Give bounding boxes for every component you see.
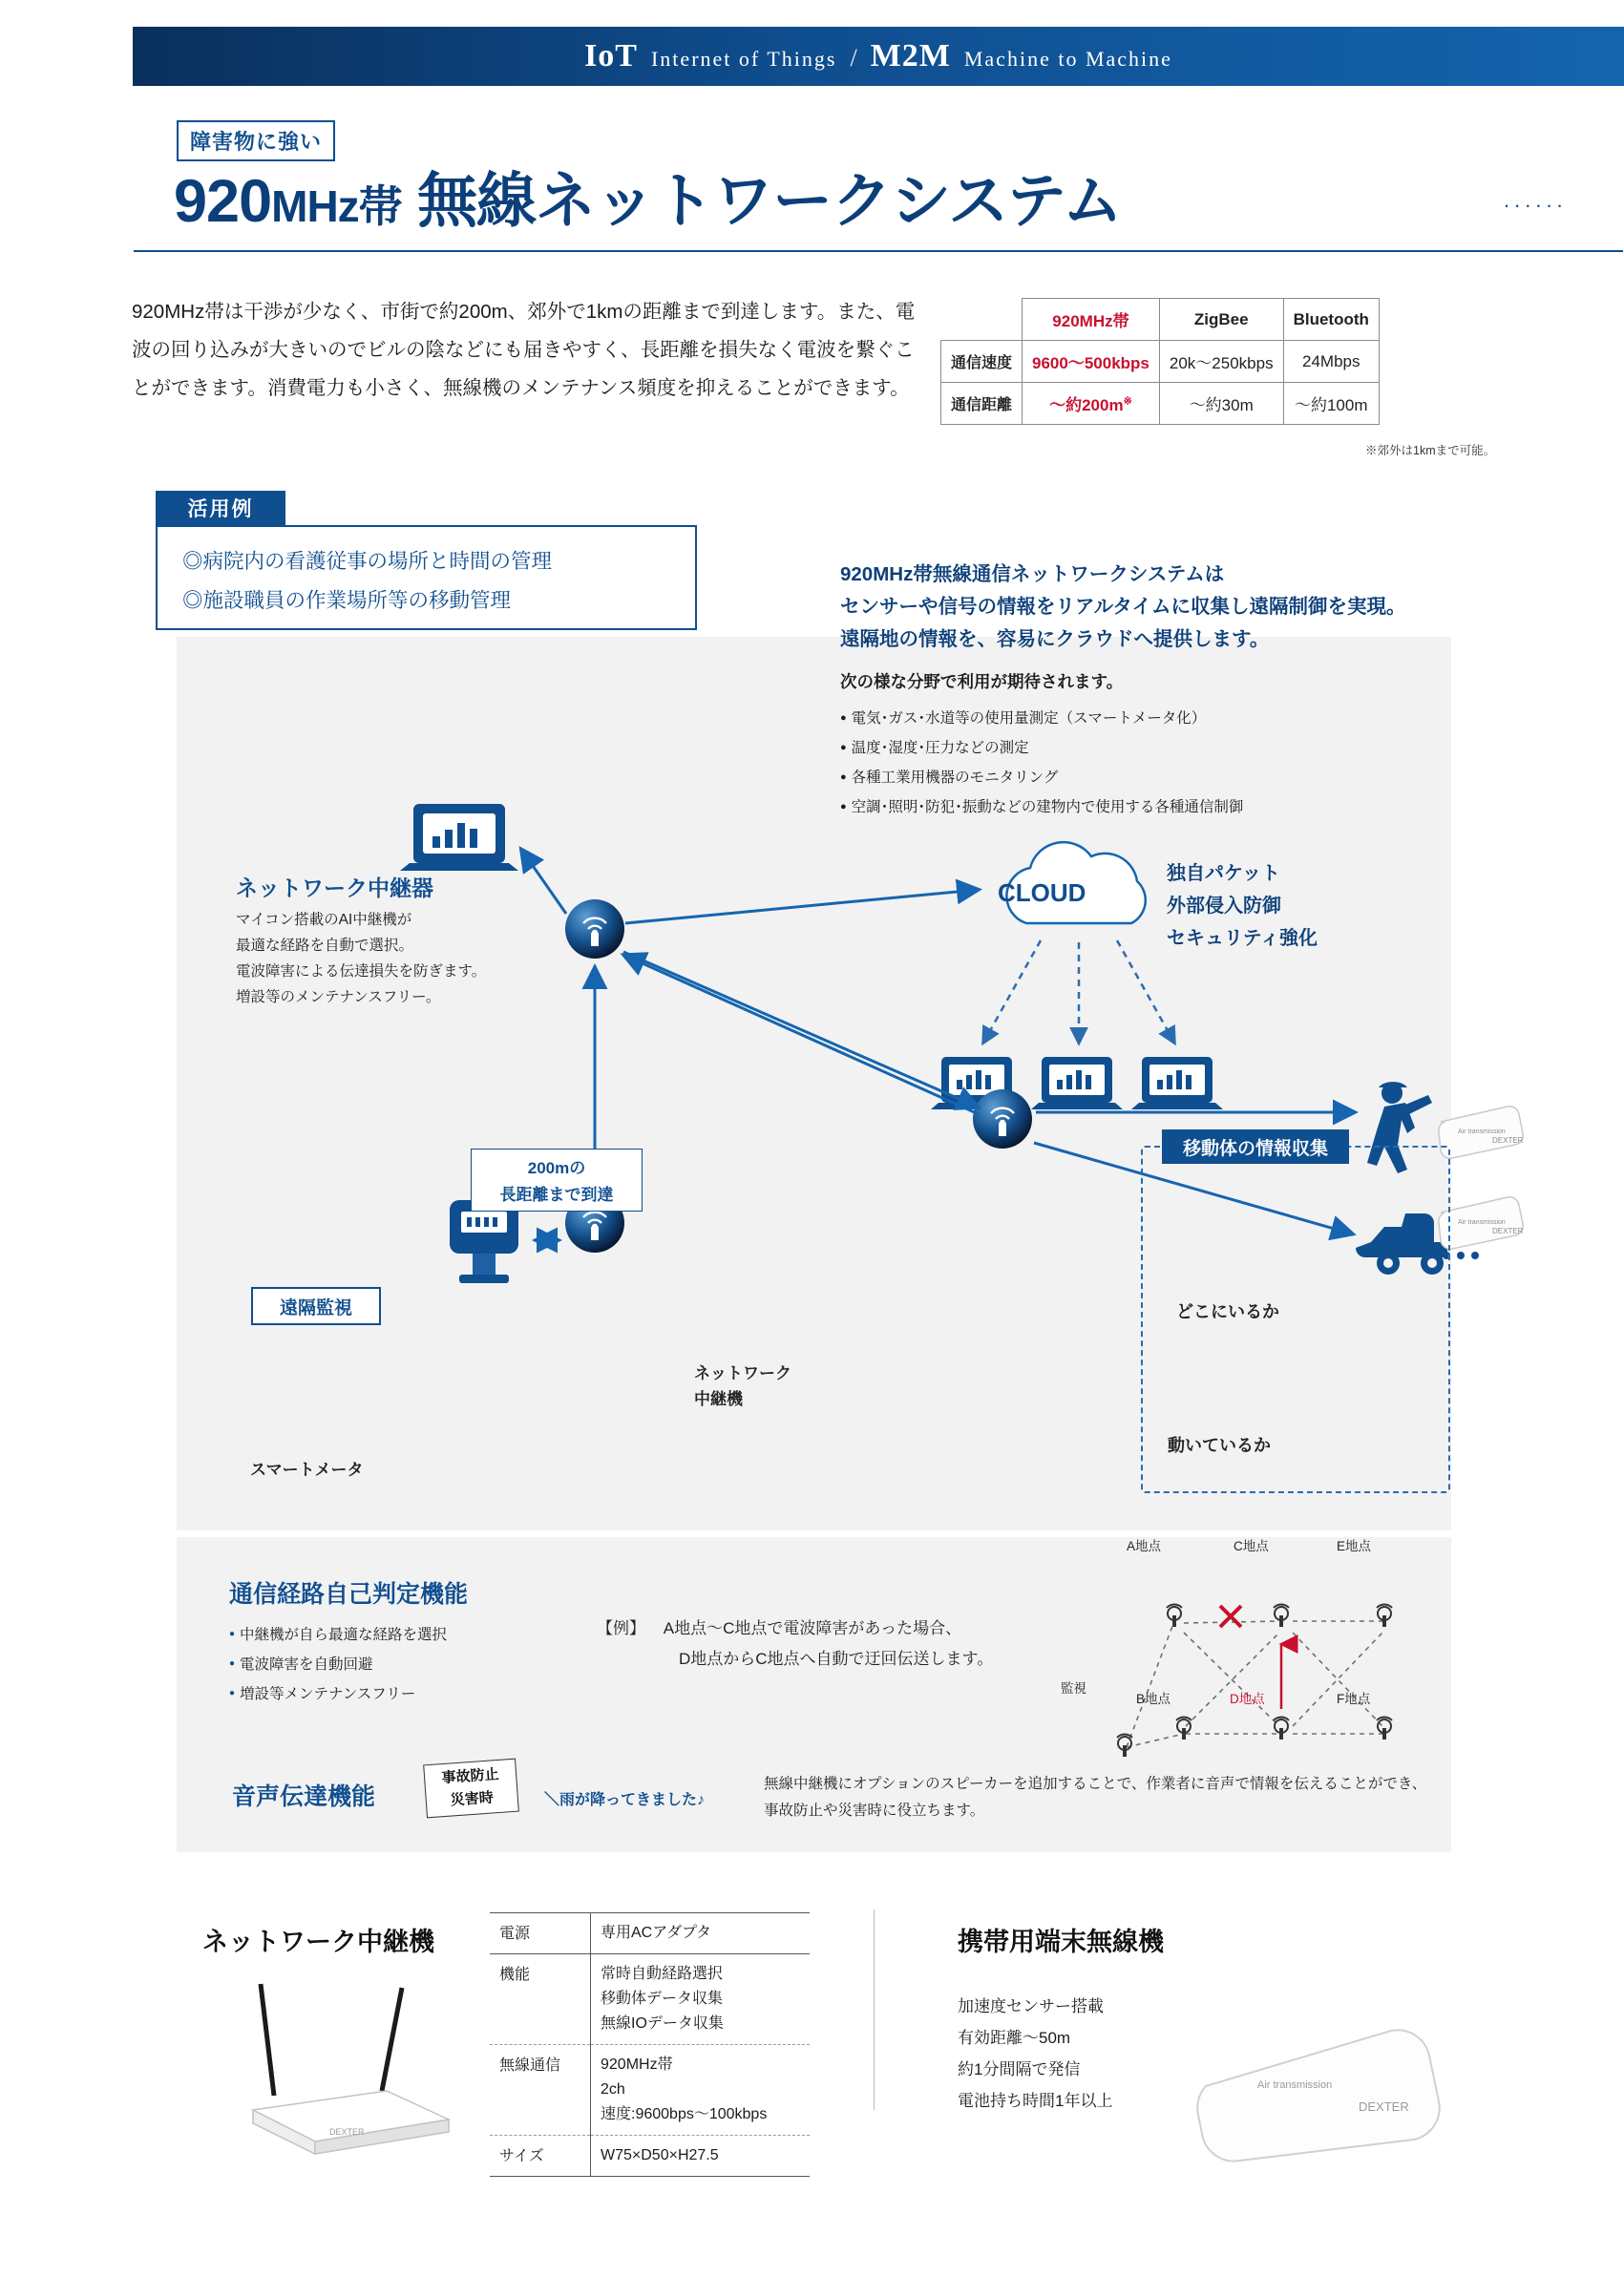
cloud-label: CLOUD bbox=[998, 878, 1086, 907]
header-banner-inner bbox=[584, 38, 1172, 74]
diagram-headline-line2: センサーや信号の情報をリアルタイムに収集し遠隔制御を実現。 bbox=[840, 596, 1406, 618]
relay-description-line: マイコン搭載のAI中継機が bbox=[236, 912, 412, 928]
spec-key-size: サイズ bbox=[490, 2136, 591, 2177]
relay-node-label bbox=[694, 1360, 791, 1412]
title-rest: 無線ネットワークシステム bbox=[401, 168, 1122, 235]
product1-title: ネットワーク中継機 bbox=[202, 1928, 434, 1956]
banner-m2m-subtitle: Machine to Machine bbox=[963, 47, 1172, 71]
list-item: 電池持ち時間1年以上 bbox=[958, 2092, 1113, 2110]
diagram-bullet-list bbox=[840, 705, 1451, 823]
cell-distance-920-value: 〜約200m bbox=[1049, 396, 1124, 414]
route-node-label-f: F地点 bbox=[1337, 1692, 1371, 1706]
row-label-distance: 通信距離 bbox=[941, 383, 1023, 425]
spec-value-line: 常時自動経路選択 bbox=[601, 1966, 724, 1982]
laptop-icon-b bbox=[1031, 1057, 1123, 1109]
spec-value-line: 速度:9600bps〜100kbps bbox=[601, 2106, 768, 2122]
relay-description-line: 最適な経路を自動で選択。 bbox=[236, 938, 414, 954]
route-node-label-b: B地点 bbox=[1136, 1692, 1171, 1706]
cell-distance-bluetooth: 〜約100m bbox=[1283, 383, 1379, 425]
usecase-item: ◎病院内の看護従事の場所と時間の管理 bbox=[182, 550, 553, 573]
mobile-caption-moving: 動いているか bbox=[1168, 1436, 1271, 1455]
spec-value-line: 920MHz帯 bbox=[601, 2057, 673, 2073]
table-header-row bbox=[941, 299, 1380, 341]
relay-device-body bbox=[253, 2091, 449, 2154]
route-node-label-e: E地点 bbox=[1337, 1539, 1372, 1553]
obstacle-tag: 障害物に強い bbox=[177, 120, 335, 161]
usecase-box bbox=[156, 525, 697, 630]
tag-device-2 bbox=[1439, 1197, 1524, 1249]
row-label-speed: 通信速度 bbox=[941, 341, 1023, 383]
cell-speed-zigbee: 20k〜250kbps bbox=[1159, 341, 1283, 383]
route-monitor-label: 監視 bbox=[1061, 1681, 1086, 1696]
mobile-collection-tab: 移動体の情報収集 bbox=[1162, 1129, 1349, 1164]
table-col-bluetooth: Bluetooth bbox=[1283, 299, 1379, 341]
table-col-zigbee: ZigBee bbox=[1159, 299, 1283, 341]
spec-value-size: W75×D50×H27.5 bbox=[591, 2136, 811, 2177]
laptop-icon-top bbox=[400, 804, 518, 871]
remote-monitor-tab: 遠隔監視 bbox=[251, 1287, 381, 1325]
list-item: ● 温度･湿度･圧力などの測定 bbox=[840, 734, 1451, 764]
cell-distance-920-mark: ※ bbox=[1123, 395, 1132, 408]
voice-text-line1: 無線中継機にオプションのスピーカーを追加することで、作業者に音声で情報を伝えることができ、 bbox=[764, 1776, 1427, 1792]
list-item: ● 空調･照明･防犯･振動などの建物内で使用する各種通信制御 bbox=[840, 793, 1451, 823]
banner-iot-subtitle: Internet of Things bbox=[650, 47, 837, 71]
antenna-icon bbox=[261, 1984, 402, 2096]
page-title bbox=[174, 153, 1122, 240]
laptop-icon-c bbox=[1131, 1057, 1223, 1109]
arrow-cloud-laptop-a bbox=[983, 940, 1041, 1043]
diagram-headline-block bbox=[840, 559, 1451, 823]
svg-text:DEXTER: DEXTER bbox=[1492, 1136, 1524, 1145]
table-col-920: 920MHz帯 bbox=[1023, 299, 1160, 341]
distance-line2: 長距離まで到達 bbox=[499, 1186, 614, 1204]
voice-speech-bubble: ＼雨が降ってきました♪ bbox=[544, 1792, 706, 1808]
cloud-security-points bbox=[1167, 857, 1318, 955]
banner-iot-title: IoT bbox=[584, 38, 638, 74]
voice-text-line2: 事故防止や災害時に役立ちます。 bbox=[764, 1803, 985, 1819]
product1-spec-table bbox=[490, 1912, 810, 2177]
voice-badge-line1: 事故防止 bbox=[441, 1765, 500, 1787]
cell-speed-bluetooth: 24Mbps bbox=[1283, 341, 1379, 383]
comparison-note: ※郊外は1kmまで可能。 bbox=[1365, 444, 1496, 457]
spec-row-wireless bbox=[490, 2045, 810, 2136]
cloud-point: 外部侵入防御 bbox=[1167, 896, 1281, 917]
product2-title: 携帯用端末無線機 bbox=[958, 1928, 1164, 1956]
route-map-links bbox=[1127, 1621, 1384, 1747]
title-number: 920 bbox=[174, 168, 272, 235]
spec-value-wireless bbox=[591, 2045, 811, 2136]
spec-value-function bbox=[591, 1954, 811, 2045]
diagram-headline-line1: 920MHz帯無線通信ネットワークシステムは bbox=[840, 563, 1225, 585]
spec-row-function bbox=[490, 1954, 810, 2045]
route-node-label-d: D地点 bbox=[1230, 1692, 1265, 1706]
header-banner bbox=[133, 27, 1624, 86]
list-item: ● 各種工業用機器のモニタリング bbox=[840, 764, 1451, 793]
usecase-item: ◎施設職員の作業場所等の移動管理 bbox=[182, 589, 512, 612]
list-item: 加速度センサー搭載 bbox=[958, 1997, 1104, 2015]
relay-node-label-line2: 中継機 bbox=[694, 1390, 743, 1408]
distance-callout bbox=[471, 1149, 643, 1212]
relay-node-2 bbox=[973, 1089, 1032, 1149]
relay-title: ネットワーク中継器 bbox=[236, 875, 433, 900]
title-dots: ...... bbox=[1504, 188, 1568, 212]
svg-text:DEXTER: DEXTER bbox=[329, 2127, 365, 2137]
list-item: ● 電気･ガス･水道等の使用量測定（スマートメータ化） bbox=[840, 705, 1451, 734]
svg-text:Air transmission: Air transmission bbox=[1458, 1128, 1506, 1135]
svg-text:DEXTER: DEXTER bbox=[1492, 1227, 1524, 1235]
route-example-line2: D地点からC地点へ自動で迂回伝送します。 bbox=[679, 1650, 994, 1668]
usecase-tab: 活用例 bbox=[156, 491, 285, 525]
cloud-point: 独自パケット bbox=[1167, 863, 1280, 884]
spec-key-wireless: 無線通信 bbox=[490, 2045, 591, 2136]
relay-description-line: 増設等のメンテナンスフリー。 bbox=[236, 989, 441, 1005]
route-title: 通信経路自己判定機能 bbox=[229, 1581, 469, 1608]
relay-device-illustration bbox=[215, 1967, 482, 2186]
table-row bbox=[941, 341, 1380, 383]
relay-description-line: 電波障害による伝達損失を防ぎます。 bbox=[236, 963, 487, 980]
route-example-label: 【例】 bbox=[597, 1619, 645, 1637]
voice-feature-title: 音声伝達機能 bbox=[232, 1783, 376, 1810]
title-mhz: MHz帯 bbox=[271, 181, 402, 231]
voice-feature-text bbox=[764, 1771, 1432, 1825]
distance-line1: 200mの bbox=[527, 1159, 586, 1177]
cell-distance-zigbee: 〜約30m bbox=[1159, 383, 1283, 425]
spec-value-line: 無線IOデータ収集 bbox=[601, 2015, 724, 2032]
diagram-headline-line3: 遠隔地の情報を、容易にクラウドへ提供します。 bbox=[840, 628, 1270, 650]
cell-speed-920: 9600〜500kbps bbox=[1023, 341, 1160, 383]
portable-device-illustration bbox=[1189, 2019, 1475, 2182]
table-corner-cell bbox=[941, 299, 1023, 341]
cloud-point: セキュリティ強化 bbox=[1167, 928, 1318, 949]
device-text-small: Air transmission bbox=[1257, 2079, 1333, 2091]
title-divider bbox=[134, 250, 1623, 252]
list-item: 約1分間隔で発信 bbox=[958, 2060, 1081, 2078]
spec-row-power bbox=[490, 1913, 810, 1954]
smart-meter-label: スマートメータ bbox=[250, 1461, 364, 1479]
banner-m2m-title: M2M bbox=[870, 38, 951, 74]
voice-badge bbox=[423, 1759, 519, 1819]
spec-value-line: 移動体データ収集 bbox=[601, 1991, 724, 2007]
table-row bbox=[941, 383, 1380, 425]
product2-feature-list bbox=[958, 1991, 1112, 2117]
mobile-caption-where: どこにいるか bbox=[1176, 1302, 1279, 1321]
device-brand: DEXTER bbox=[1359, 2099, 1409, 2114]
route-node-label-a: A地点 bbox=[1127, 1539, 1162, 1553]
voice-badge-line2: 災害時 bbox=[450, 1789, 495, 1809]
arrow-relay1-to-relay2 bbox=[623, 952, 977, 1107]
relay-node-label-line1: ネットワーク bbox=[694, 1364, 791, 1382]
list-item: ● 中継機が自ら最適な経路を選択 bbox=[229, 1621, 447, 1651]
spec-key-function: 機能 bbox=[490, 1954, 591, 2045]
route-blocked-cross bbox=[1220, 1606, 1241, 1627]
route-feature-list bbox=[229, 1621, 447, 1710]
lead-paragraph: 920MHz帯は干渉が少なく、市街で約200m、郊外で1kmの距離まで到達します。また、電波の回り込みが大きいのでビルの陰などにも届きやすく、長距離を損失なく電波を繋ぐことができます。消費電力も小さく、無線機のメンテナンス頻度を抑えることができます。 bbox=[132, 301, 916, 399]
list-item: 有効距離〜50m bbox=[958, 2029, 1071, 2047]
arrow-cloud-laptop-c bbox=[1117, 940, 1174, 1043]
route-example-line1: A地点〜C地点で電波障害があった場合、 bbox=[663, 1619, 962, 1637]
tag-device-1 bbox=[1439, 1107, 1524, 1158]
route-example bbox=[597, 1614, 993, 1675]
spec-value-power: 専用ACアダプタ bbox=[591, 1913, 811, 1954]
spec-value-line: 2ch bbox=[601, 2081, 625, 2098]
spec-row-size bbox=[490, 2136, 810, 2177]
svg-text:Air transmission: Air transmission bbox=[1458, 1219, 1506, 1226]
arrow-relay1-to-laptop bbox=[522, 851, 566, 914]
cell-distance-920 bbox=[1023, 383, 1160, 425]
arrow-relay2-to-relay1 bbox=[625, 956, 979, 1114]
section-divider bbox=[874, 1909, 875, 2110]
relay-node-1 bbox=[565, 899, 624, 959]
comparison-table bbox=[940, 298, 1380, 425]
arrow-relay1-to-cloud bbox=[625, 890, 977, 923]
route-node-label-c: C地点 bbox=[1234, 1539, 1269, 1553]
smart-meter-icon bbox=[450, 1200, 518, 1283]
banner-separator: / bbox=[850, 44, 857, 72]
relay-description bbox=[236, 907, 486, 1010]
spec-key-power: 電源 bbox=[490, 1913, 591, 1954]
list-item: ● 増設等メンテナンスフリー bbox=[229, 1680, 447, 1710]
list-item: ● 電波障害を自動回避 bbox=[229, 1651, 447, 1680]
diagram-subhead: 次の様な分野で利用が期待されます。 bbox=[840, 672, 1124, 691]
